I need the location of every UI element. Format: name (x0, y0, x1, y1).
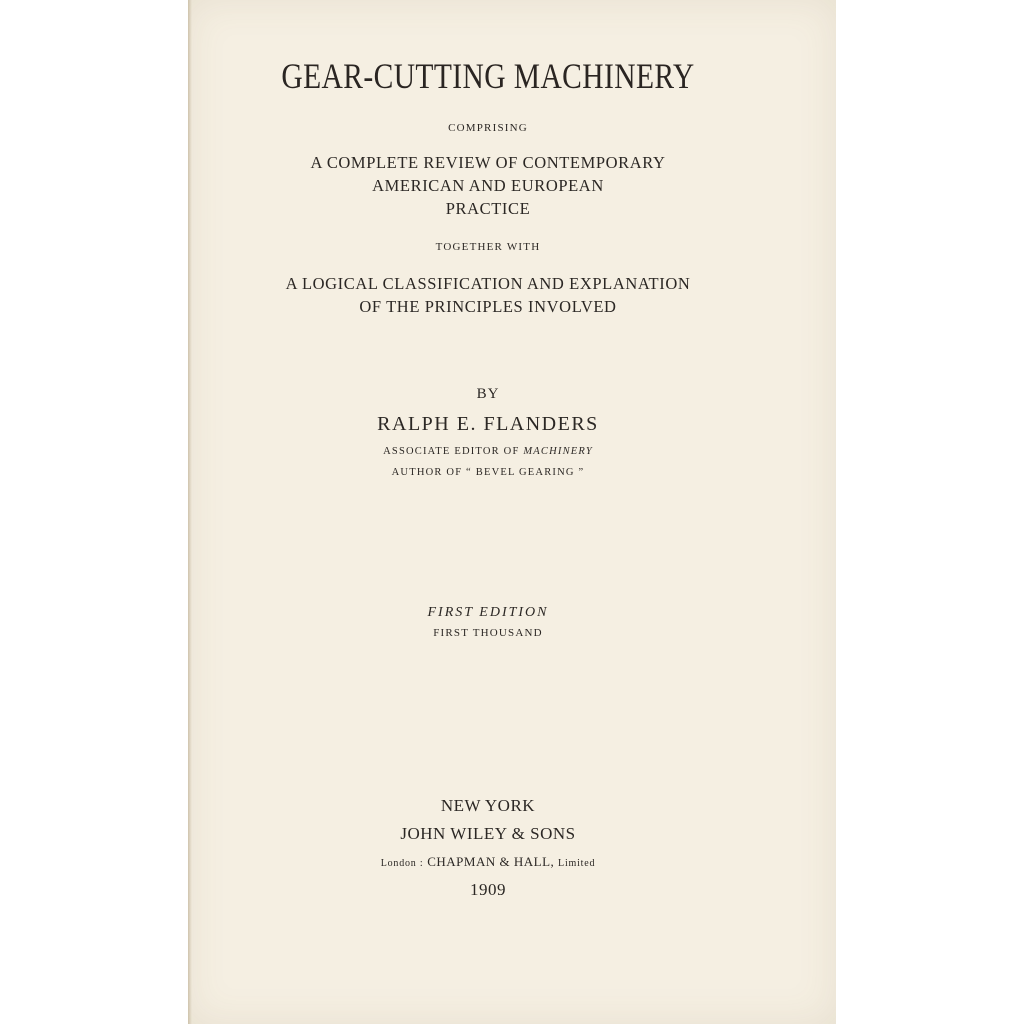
publisher-name: JOHN WILEY & SONS (400, 824, 576, 843)
london-publisher: CHAPMAN & HALL, (427, 854, 555, 869)
book-title: GEAR-CUTTING MACHINERY (281, 56, 695, 96)
review-line-3: PRACTICE (445, 199, 531, 218)
printing: FIRST THOUSAND (433, 627, 543, 639)
author-name: RALPH E. FLANDERS (377, 413, 599, 435)
review-line-2: AMERICAN AND EUROPEAN (372, 176, 604, 195)
london-suffix: Limited (558, 858, 596, 869)
edition: FIRST EDITION (427, 605, 549, 620)
by-label: BY (476, 386, 500, 402)
author-role-editor (188, 447, 788, 458)
machinery-journal: MACHINERY (523, 446, 593, 457)
publisher-city: NEW YORK (440, 796, 536, 815)
comprising-label: COMPRISING (448, 122, 528, 134)
classification-line-2: OF THE PRINCIPLES INVOLVED (359, 297, 617, 316)
london-label: London : (380, 858, 424, 869)
london-publisher-line (188, 855, 788, 869)
page-edge (188, 0, 192, 1024)
publication-year: 1909 (470, 880, 506, 899)
author-role-bevel-gearing: AUTHOR OF “ BEVEL GEARING ” (391, 467, 585, 478)
review-line-1: A COMPLETE REVIEW OF CONTEMPORARY (310, 153, 666, 172)
author-role-editor-prefix: ASSOCIATE EDITOR OF (383, 446, 520, 457)
together-with-label: TOGETHER WITH (435, 241, 541, 253)
classification-line-1: A LOGICAL CLASSIFICATION AND EXPLANATION (285, 274, 691, 293)
